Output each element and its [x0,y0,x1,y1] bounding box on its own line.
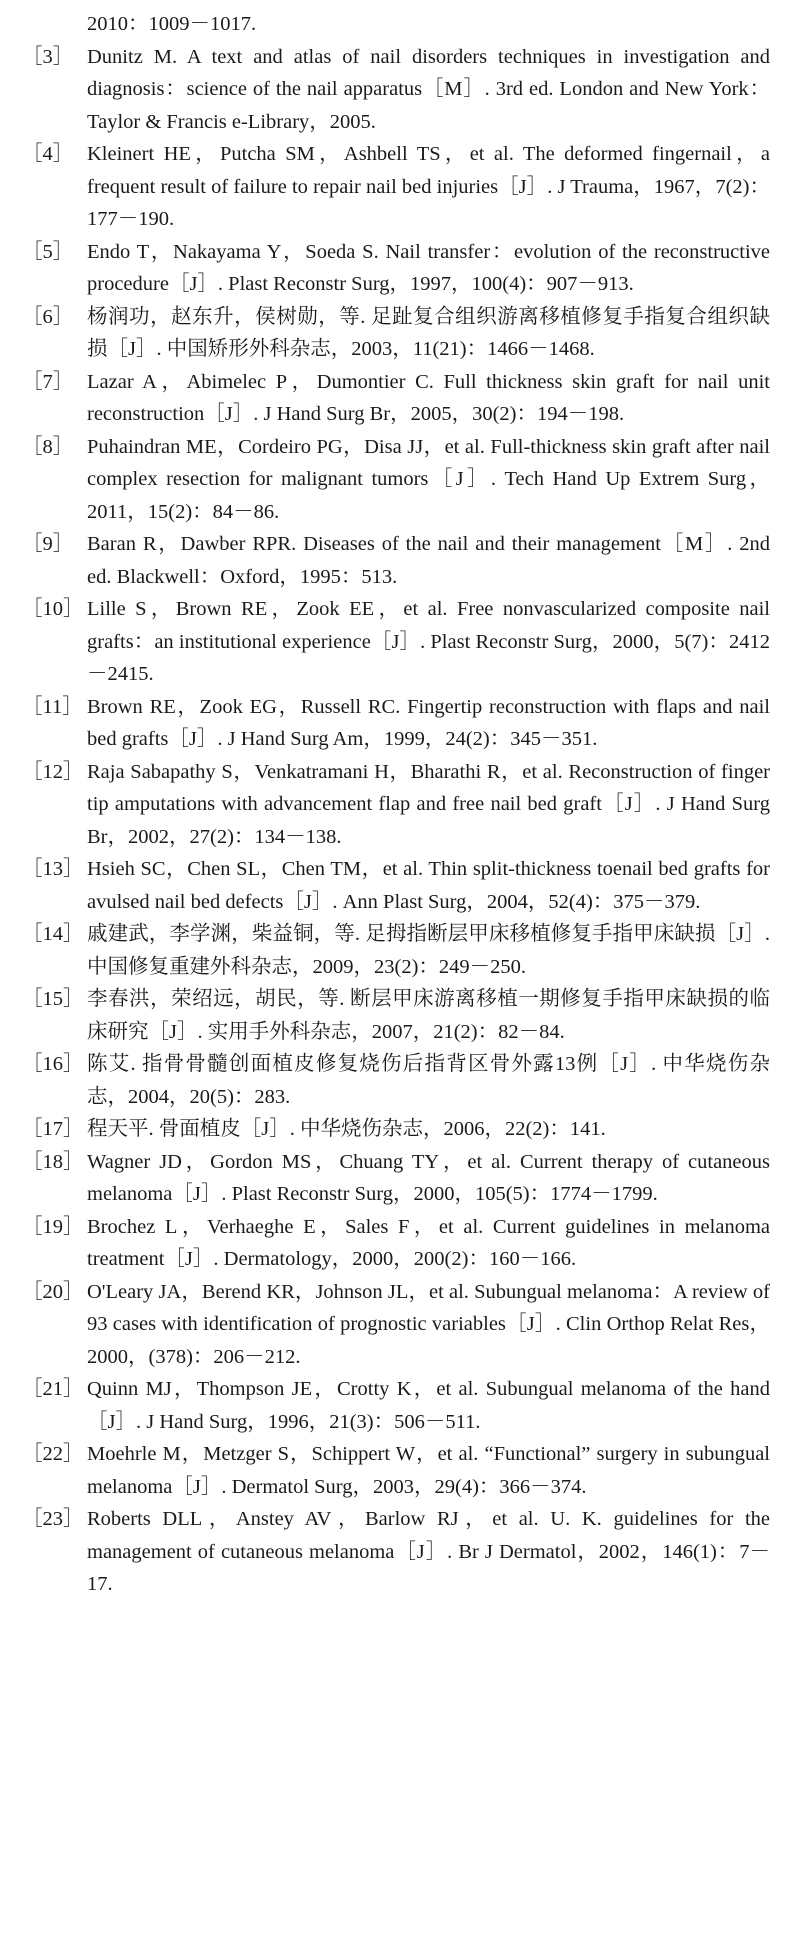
reference-number: ［16］ [22,1053,84,1075]
reference-number: ［12］ [22,760,84,783]
reference-text: 杨润功，赵东升，侯树勋，等. 足趾复合组织游离移植修复手指复合组织缺损［J］. 中国矫形外科杂志，2003，11(21)：1466－1468. [87,305,770,360]
reference-item [22,1211,770,1276]
reference-number: ［6］ [22,305,74,328]
reference-text: Wagner JD，Gordon MS，Chuang TY，et al. Current therapy of cutaneous melanoma［J］. Plast Reconstr Surg，2000，105(5)：1774－1799. [87,1150,770,1205]
reference-number: ［19］ [22,1215,84,1238]
reference-item [22,756,770,854]
reference-item [22,431,770,529]
reference-item [22,1146,770,1211]
reference-item [22,301,770,366]
reference-number: ［11］ [22,695,83,718]
reference-item [22,1503,770,1601]
reference-number: ［9］ [22,533,74,555]
reference-text: Kleinert HE，Putcha SM，Ashbell TS，et al. The deformed fingernail，a frequent result of failure to repair nail bed injuries［J］. J Trauma，1967，7(2)：177－190. [87,143,770,230]
reference-text: Raja Sabapathy S，Venkatramani H，Bharathi R，et al. Reconstruction of finger tip amputations with advancement flap and free nail bed graft［J］. J Hand Surg Br，2002，27(2)：134－138. [87,760,770,848]
reference-item [22,41,770,139]
reference-text: O'Leary JA，Berend KR，Johnson JL，et al. Subungual melanoma：A review of 93 cases with identification of prognostic variables［J］. Clin Orthop Relat Res，2000，(378)：206－212. [87,1280,770,1368]
reference-text: Lazar A，Abimelec P，Dumontier C. Full thickness skin graft for nail unit reconstruction［J］. J Hand Surg Br，2005，30(2)：194－198. [87,370,770,425]
reference-text: Puhaindran ME，Cordeiro PG，Disa JJ，et al. Full-thickness skin graft after nail complex resection for malignant tumors［J］. Tech Hand Up Extrem Surg，2011，15(2)：84－86. [87,435,770,523]
reference-number: ［3］ [22,45,74,68]
reference-item [22,983,770,1048]
reference-number: ［20］ [22,1280,84,1303]
reference-item [22,236,770,301]
reference-item [22,1048,770,1113]
reference-text: Brochez L，Verhaeghe E，Sales F，et al. Current guidelines in melanoma treatment［J］. Dermatology，2000，200(2)：160－166. [87,1215,770,1270]
reference-number: ［7］ [22,370,74,393]
reference-number: ［5］ [22,240,74,263]
reference-text: Endo T，Nakayama Y，Soeda S. Nail transfer：evolution of the reconstructive procedure［J］. Plast Reconstr Surg，1997，100(4)：907－913. [87,240,770,295]
reference-text: 李春洪，荣绍远，胡民，等. 断层甲床游离移植一期修复手指甲床缺损的临床研究［J］. 实用手外科杂志，2007，21(2)：82－84. [87,988,770,1043]
reference-item [22,593,770,691]
reference-text: Baran R，Dawber RPR. Diseases of the nail and their management［M］. 2nd ed. Blackwell：Oxford，1995：513. [87,533,770,588]
reference-number: ［4］ [22,143,74,165]
reference-item [22,1373,770,1438]
reference-text: Lille S，Brown RE，Zook EE，et al. Free nonvascularized composite nail grafts：an institutional experience［J］. Plast Reconstr Surg，2000，5(7)：2412－2415. [87,598,770,685]
reference-item [22,691,770,756]
reference-number: ［21］ [22,1378,84,1400]
reference-number: ［17］ [22,1118,84,1140]
reference-item [22,366,770,431]
reference-item [22,138,770,236]
reference-item [22,853,770,918]
reference-item [22,1438,770,1503]
reference-text: Brown RE，Zook EG，Russell RC. Fingertip reconstruction with flaps and nail bed grafts［J］. J Hand Surg Am，1999，24(2)：345－351. [87,695,770,750]
reference-item [22,918,770,983]
reference-number: ［15］ [22,988,84,1010]
reference-text: Dunitz M. A text and atlas of nail disorders techniques in investigation and diagnosis：science of the nail apparatus［M］. 3rd ed. London and New York：Taylor & Francis e-Library，2005. [87,45,770,133]
reference-text: Moehrle M，Metzger S，Schippert W，et al. “Functional” surgery in subungual melanoma［J］. Dermatol Surg，2003，29(4)：366－374. [87,1443,770,1498]
reference-item [22,528,770,593]
reference-item [22,1276,770,1374]
reference-number: ［23］ [22,1508,84,1530]
reference-text: Hsieh SC，Chen SL，Chen TM，et al. Thin split-thickness toenail bed grafts for avulsed nail bed defects［J］. Ann Plast Surg，2004，52(4)：375－379. [87,858,770,913]
reference-number: ［18］ [22,1150,84,1173]
reference-text: 戚建武，李学渊，柴益铜，等. 足拇指断层甲床移植修复手指甲床缺损［J］. 中国修复重建外科杂志，2009，23(2)：249－250. [87,923,770,978]
reference-text: 程天平. 骨面植皮［J］. 中华烧伤杂志，2006，22(2)：141. [87,1118,606,1140]
reference-number: ［8］ [22,435,74,458]
reference-text: 陈艾. 指骨骨髓创面植皮修复烧伤后指背区骨外露13例［J］. 中华烧伤杂志，2004，20(5)：283. [87,1053,770,1108]
reference-item [22,1113,770,1146]
reference-text: Roberts DLL，Anstey AV，Barlow RJ，et al. U. K. guidelines for the management of cutaneous melanoma［J］. Br J Dermatol，2002，146(1)：7－17. [87,1508,770,1595]
reference-number: ［22］ [22,1443,84,1465]
reference-number: ［14］ [22,923,84,945]
reference-number: ［10］ [22,598,84,620]
reference-continuation: 2010：1009－1017. [87,13,257,35]
reference-number: ［13］ [22,858,84,880]
reference-text: Quinn MJ，Thompson JE，Crotty K，et al. Subungual melanoma of the hand［J］. J Hand Surg，1996，21(3)：506－511. [87,1378,770,1433]
reference-list [22,41,770,1601]
